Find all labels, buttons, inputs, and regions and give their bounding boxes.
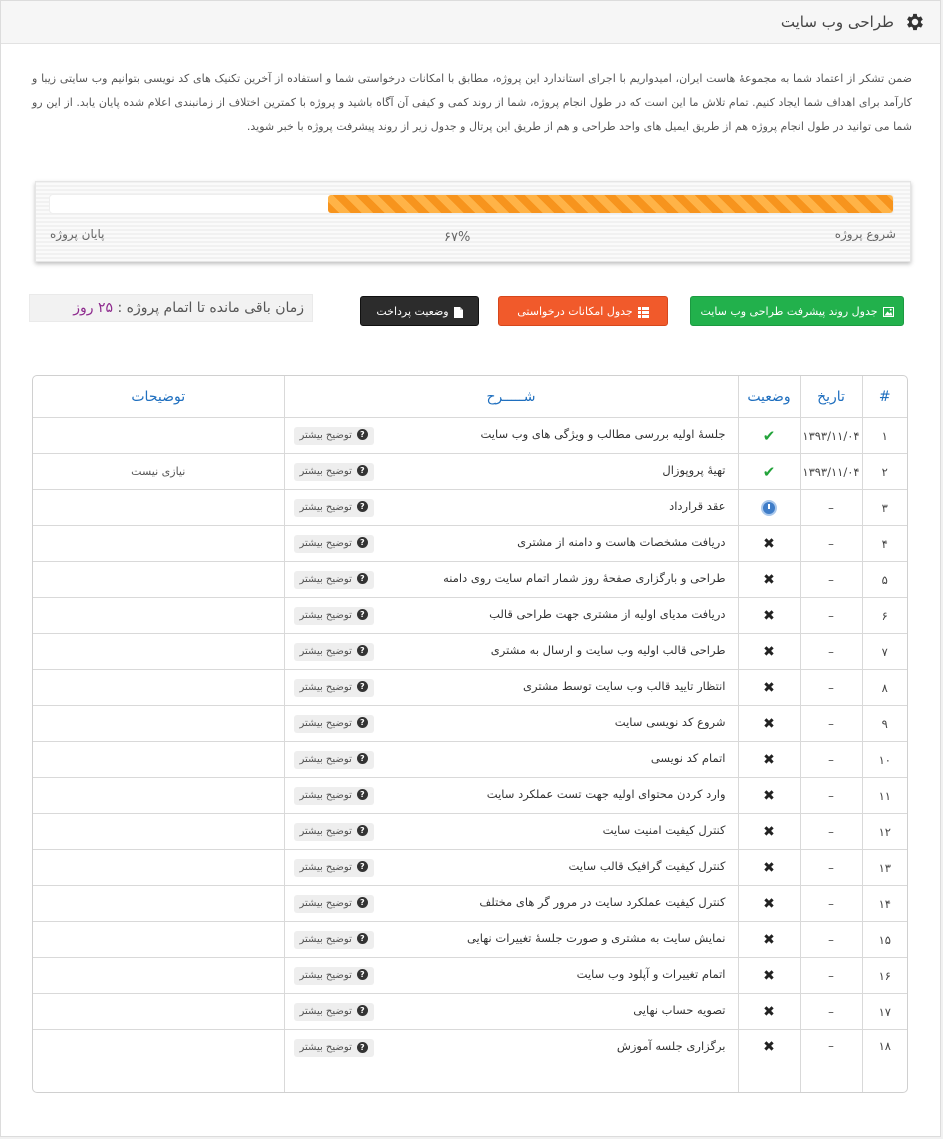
row-date: –: [800, 814, 862, 850]
more-info-label: توضیح بیشتر: [299, 429, 352, 441]
row-notes: [33, 994, 284, 1030]
more-info-button[interactable]: [294, 1003, 374, 1021]
row-date: ۱۳۹۳/۱۱/۰۴: [800, 418, 862, 454]
row-date: –: [800, 958, 862, 994]
row-status: [738, 526, 800, 562]
row-number: ۷: [862, 634, 907, 670]
more-info-button[interactable]: [294, 499, 374, 517]
row-status: [738, 490, 800, 526]
row-description: [284, 958, 738, 994]
row-description-text: دریافت مشخصات هاست و دامنه از مشتری: [517, 534, 726, 549]
cross-icon: ✖: [763, 895, 775, 912]
row-number: ۱۶: [862, 958, 907, 994]
row-notes: [33, 850, 284, 886]
row-date: –: [800, 634, 862, 670]
row-number: ۲: [862, 454, 907, 490]
image-icon: [883, 307, 894, 317]
row-status: [738, 958, 800, 994]
row-date: –: [800, 850, 862, 886]
table-row: [33, 598, 907, 634]
more-info-button[interactable]: [294, 895, 374, 913]
question-icon: ?: [357, 429, 368, 440]
cross-icon: ✖: [763, 967, 775, 984]
row-status: [738, 778, 800, 814]
row-description-text: دریافت مدیای اولیه از مشتری جهت طراحی قالب: [489, 606, 726, 621]
table-row: [33, 706, 907, 742]
more-info-label: توضیح بیشتر: [299, 1042, 352, 1053]
table-row: [33, 526, 907, 562]
row-notes: [33, 634, 284, 670]
row-number: ۱۴: [862, 886, 907, 922]
row-description-text: وارد کردن محتوای اولیه جهت تست عملکرد سایت: [486, 786, 726, 801]
row-status: [738, 454, 800, 490]
row-number: ۱۲: [862, 814, 907, 850]
row-notes: [33, 706, 284, 742]
row-date: –: [800, 490, 862, 526]
row-description-text: برگزاری جلسه آموزش: [616, 1039, 726, 1053]
row-number: ۵: [862, 562, 907, 598]
row-number: ۱۷: [862, 994, 907, 1030]
remaining-label: زمان باقی مانده تا اتمام پروژه :: [113, 300, 304, 316]
payment-status-label: وضعیت پرداخت: [376, 305, 449, 318]
more-info-label: توضیح بیشتر: [299, 681, 352, 693]
row-status: [738, 418, 800, 454]
more-info-button[interactable]: [294, 571, 374, 589]
row-notes: [33, 958, 284, 994]
row-status: [738, 706, 800, 742]
row-number: ۴: [862, 526, 907, 562]
more-info-label: توضیح بیشتر: [299, 645, 352, 657]
more-info-label: توضیح بیشتر: [299, 501, 352, 513]
progress-percent: ۶۷%: [444, 230, 471, 245]
progress-table-label: جدول روند پیشرفت طراحی وب سایت: [700, 305, 878, 318]
more-info-label: توضیح بیشتر: [299, 537, 352, 549]
row-notes: [33, 526, 284, 562]
gear-icon: [904, 11, 926, 33]
row-date: –: [800, 1030, 862, 1094]
row-status: [738, 850, 800, 886]
row-description-text: کنترل کیفیت گرافیک قالب سایت: [568, 858, 726, 873]
more-info-label: توضیح بیشتر: [299, 1005, 352, 1017]
table-row: [33, 454, 907, 490]
row-number: ۱۳: [862, 850, 907, 886]
question-icon: ?: [357, 789, 368, 800]
progress-fill: [328, 195, 893, 213]
remaining-days: ۲۵ روز: [73, 300, 113, 316]
more-info-button[interactable]: [294, 679, 374, 697]
row-notes: نیازی نیست: [33, 454, 284, 490]
cross-icon: ✖: [763, 859, 775, 876]
question-icon: ?: [357, 465, 368, 476]
list-icon: [638, 307, 649, 318]
cross-icon: ✖: [763, 823, 775, 840]
question-icon: ?: [357, 861, 368, 872]
row-description-text: تهیهٔ پروپوزال: [662, 462, 726, 477]
more-info-button[interactable]: [294, 931, 374, 949]
table-row: [33, 670, 907, 706]
row-status: [738, 562, 800, 598]
cross-icon: ✖: [763, 1039, 775, 1055]
more-info-label: توضیح بیشتر: [299, 753, 352, 765]
row-status: [738, 598, 800, 634]
row-notes: [33, 418, 284, 454]
row-description: [284, 778, 738, 814]
more-info-button[interactable]: [294, 859, 374, 877]
question-icon: ?: [357, 969, 368, 980]
row-number: ۳: [862, 490, 907, 526]
check-icon: ✔: [762, 426, 776, 445]
row-date: –: [800, 994, 862, 1030]
row-date: –: [800, 778, 862, 814]
row-description-text: نمایش سایت به مشتری و صورت جلسهٔ تغییرات نهایی: [466, 930, 726, 945]
question-icon: ?: [357, 645, 368, 656]
row-status: [738, 670, 800, 706]
table-row: [33, 994, 907, 1030]
question-icon: ?: [357, 1005, 368, 1016]
row-status: [738, 994, 800, 1030]
table-row: [33, 490, 907, 526]
row-description: [284, 454, 738, 490]
table-row: [33, 850, 907, 886]
row-number: ۱۸: [862, 1030, 907, 1094]
more-info-button[interactable]: [294, 823, 374, 841]
cross-icon: ✖: [763, 571, 775, 588]
progress-box: [35, 181, 911, 262]
table-row: [33, 1030, 907, 1094]
row-description-text: شروع کد نویسی سایت: [614, 714, 726, 729]
row-notes: [33, 562, 284, 598]
more-info-button[interactable]: [294, 535, 374, 553]
row-date: –: [800, 598, 862, 634]
more-info-button[interactable]: [294, 607, 374, 625]
row-description: [284, 418, 738, 454]
more-info-button[interactable]: [294, 643, 374, 661]
progress-end-label: پایان پروژه: [50, 227, 105, 241]
row-notes: [33, 1030, 284, 1094]
progress-table: [32, 375, 908, 1093]
table-row: [33, 742, 907, 778]
row-date: –: [800, 922, 862, 958]
row-number: ۱۵: [862, 922, 907, 958]
table-row: [33, 922, 907, 958]
check-icon: ✔: [762, 462, 776, 481]
row-description: [284, 562, 738, 598]
cross-icon: ✖: [763, 1003, 775, 1020]
question-icon: ?: [357, 537, 368, 548]
row-description: [284, 1030, 738, 1094]
row-status: [738, 886, 800, 922]
row-status: [738, 742, 800, 778]
row-status: [738, 634, 800, 670]
table-row: [33, 886, 907, 922]
more-info-label: توضیح بیشتر: [299, 825, 352, 837]
row-notes: [33, 922, 284, 958]
row-description-text: طراحی قالب اولیه وب سایت و ارسال به مشتری: [490, 642, 726, 657]
row-date: ۱۳۹۳/۱۱/۰۴: [800, 454, 862, 490]
progress-table-button[interactable]: [690, 296, 904, 326]
cross-icon: ✖: [763, 931, 775, 948]
question-icon: ?: [357, 933, 368, 944]
row-description: [284, 886, 738, 922]
table-row: [33, 562, 907, 598]
question-icon: ?: [357, 897, 368, 908]
more-info-button[interactable]: [294, 427, 374, 445]
row-description-text: کنترل کیفیت امنیت سایت: [602, 822, 726, 837]
row-status: [738, 814, 800, 850]
page-title: طراحی وب سایت: [780, 13, 894, 31]
cross-icon: ✖: [763, 751, 775, 768]
row-description: [284, 994, 738, 1030]
progress-track: [49, 194, 894, 214]
row-description: [284, 922, 738, 958]
row-notes: [33, 598, 284, 634]
more-info-button[interactable]: [294, 715, 374, 733]
header-notes: توضیحات: [33, 376, 284, 418]
row-number: ۱۰: [862, 742, 907, 778]
more-info-button[interactable]: [294, 463, 374, 481]
features-table-label: جدول امکانات درخواستی: [517, 305, 633, 318]
question-icon: ?: [357, 573, 368, 584]
row-notes: [33, 670, 284, 706]
table-row: [33, 634, 907, 670]
header-status: وضعیت: [738, 376, 800, 418]
row-description-text: تصویه حساب نهایی: [633, 1002, 726, 1017]
row-number: ۹: [862, 706, 907, 742]
row-description-text: انتظار تایید قالب وب سایت توسط مشتری: [523, 678, 726, 693]
more-info-label: توضیح بیشتر: [299, 609, 352, 621]
header-desc: شـــــرح: [284, 376, 738, 418]
cross-icon: ✖: [763, 715, 775, 732]
row-description: [284, 634, 738, 670]
more-info-label: توضیح بیشتر: [299, 933, 352, 945]
payment-status-button[interactable]: [360, 296, 479, 326]
more-info-label: توضیح بیشتر: [299, 969, 352, 981]
row-description-text: اتمام تغییرات و آپلود وب سایت: [576, 966, 726, 981]
features-table-button[interactable]: [498, 296, 668, 326]
question-icon: ?: [357, 753, 368, 764]
cross-icon: ✖: [763, 679, 775, 696]
intro-text: ضمن تشکر از اعتماد شما به مجموعهٔ هاست ایران، امیدواریم با اجرای استاندارد این پروژه، مطابق با امکانات درخواستی شما و استفاده از آخرین تکنیک های کد نویسی بتوانیم وب سایتی زیبا و کارآمد برای اهداف شما ایجاد کنیم. تمام تلاش ما این است که در طول انجام پروژه، شما از روند کمی و کیفی آن آگاه باشید و پروژه با کمترین اختلاف از زمانبندی اعلام شده پایان یابد. از این رو شما می توانید در طول انجام پروژه هم از طریق ایمیل های واحد طراحی و هم از طریق این پرتال و جدول زیر از روند پیشرفت پروژه با خبر شوید.: [32, 72, 912, 133]
more-info-button[interactable]: [294, 787, 374, 805]
row-description: [284, 490, 738, 526]
row-notes: [33, 490, 284, 526]
row-description-text: عقد قرارداد: [669, 498, 726, 513]
row-number: ۸: [862, 670, 907, 706]
more-info-label: توضیح بیشتر: [299, 717, 352, 729]
row-date: –: [800, 742, 862, 778]
table-row: [33, 778, 907, 814]
row-date: –: [800, 670, 862, 706]
more-info-label: توضیح بیشتر: [299, 897, 352, 909]
clock-icon: [761, 500, 777, 516]
row-description: [284, 670, 738, 706]
row-notes: [33, 886, 284, 922]
more-info-button[interactable]: [294, 1039, 374, 1057]
row-description: [284, 526, 738, 562]
row-description-text: جلسهٔ اولیه بررسی مطالب و ویژگی های وب سایت: [480, 426, 726, 441]
row-status: [738, 1030, 800, 1094]
table-row: [33, 418, 907, 454]
row-description: [284, 814, 738, 850]
panel-header: [1, 1, 940, 44]
table-row: [33, 958, 907, 994]
row-description: [284, 742, 738, 778]
more-info-label: توضیح بیشتر: [299, 789, 352, 801]
row-number: ۶: [862, 598, 907, 634]
row-description: [284, 706, 738, 742]
row-notes: [33, 778, 284, 814]
row-description-text: کنترل کیفیت عملکرد سایت در مرور گر های مختلف: [479, 894, 726, 909]
question-icon: ?: [357, 1042, 368, 1053]
cross-icon: ✖: [763, 607, 775, 624]
row-date: –: [800, 886, 862, 922]
more-info-label: توضیح بیشتر: [299, 573, 352, 585]
question-icon: ?: [357, 609, 368, 620]
row-date: –: [800, 706, 862, 742]
more-info-label: توضیح بیشتر: [299, 465, 352, 477]
row-description: [284, 598, 738, 634]
row-number: ۱: [862, 418, 907, 454]
progress-start-label: شروع پروژه: [834, 227, 896, 241]
cross-icon: ✖: [763, 535, 775, 552]
row-number: ۱۱: [862, 778, 907, 814]
more-info-label: توضیح بیشتر: [299, 861, 352, 873]
row-date: –: [800, 562, 862, 598]
more-info-button[interactable]: [294, 751, 374, 769]
row-description-text: طراحی و بارگزاری صفحهٔ روز شمار اتمام سایت روی دامنه: [443, 570, 726, 585]
more-info-button[interactable]: [294, 967, 374, 985]
cross-icon: ✖: [763, 787, 775, 804]
question-icon: ?: [357, 501, 368, 512]
question-icon: ?: [357, 681, 368, 692]
table-row: [33, 814, 907, 850]
remaining-time: [29, 294, 313, 322]
question-icon: ?: [357, 717, 368, 728]
header-date: تاریخ: [800, 376, 862, 418]
row-notes: [33, 742, 284, 778]
question-icon: ?: [357, 825, 368, 836]
cross-icon: ✖: [763, 643, 775, 660]
document-icon: [454, 307, 463, 318]
row-date: –: [800, 526, 862, 562]
row-notes: [33, 814, 284, 850]
table-header-row: [33, 376, 907, 418]
row-status: [738, 922, 800, 958]
row-description: [284, 850, 738, 886]
row-description-text: اتمام کد نویسی: [650, 750, 726, 765]
header-num: #: [862, 376, 907, 418]
